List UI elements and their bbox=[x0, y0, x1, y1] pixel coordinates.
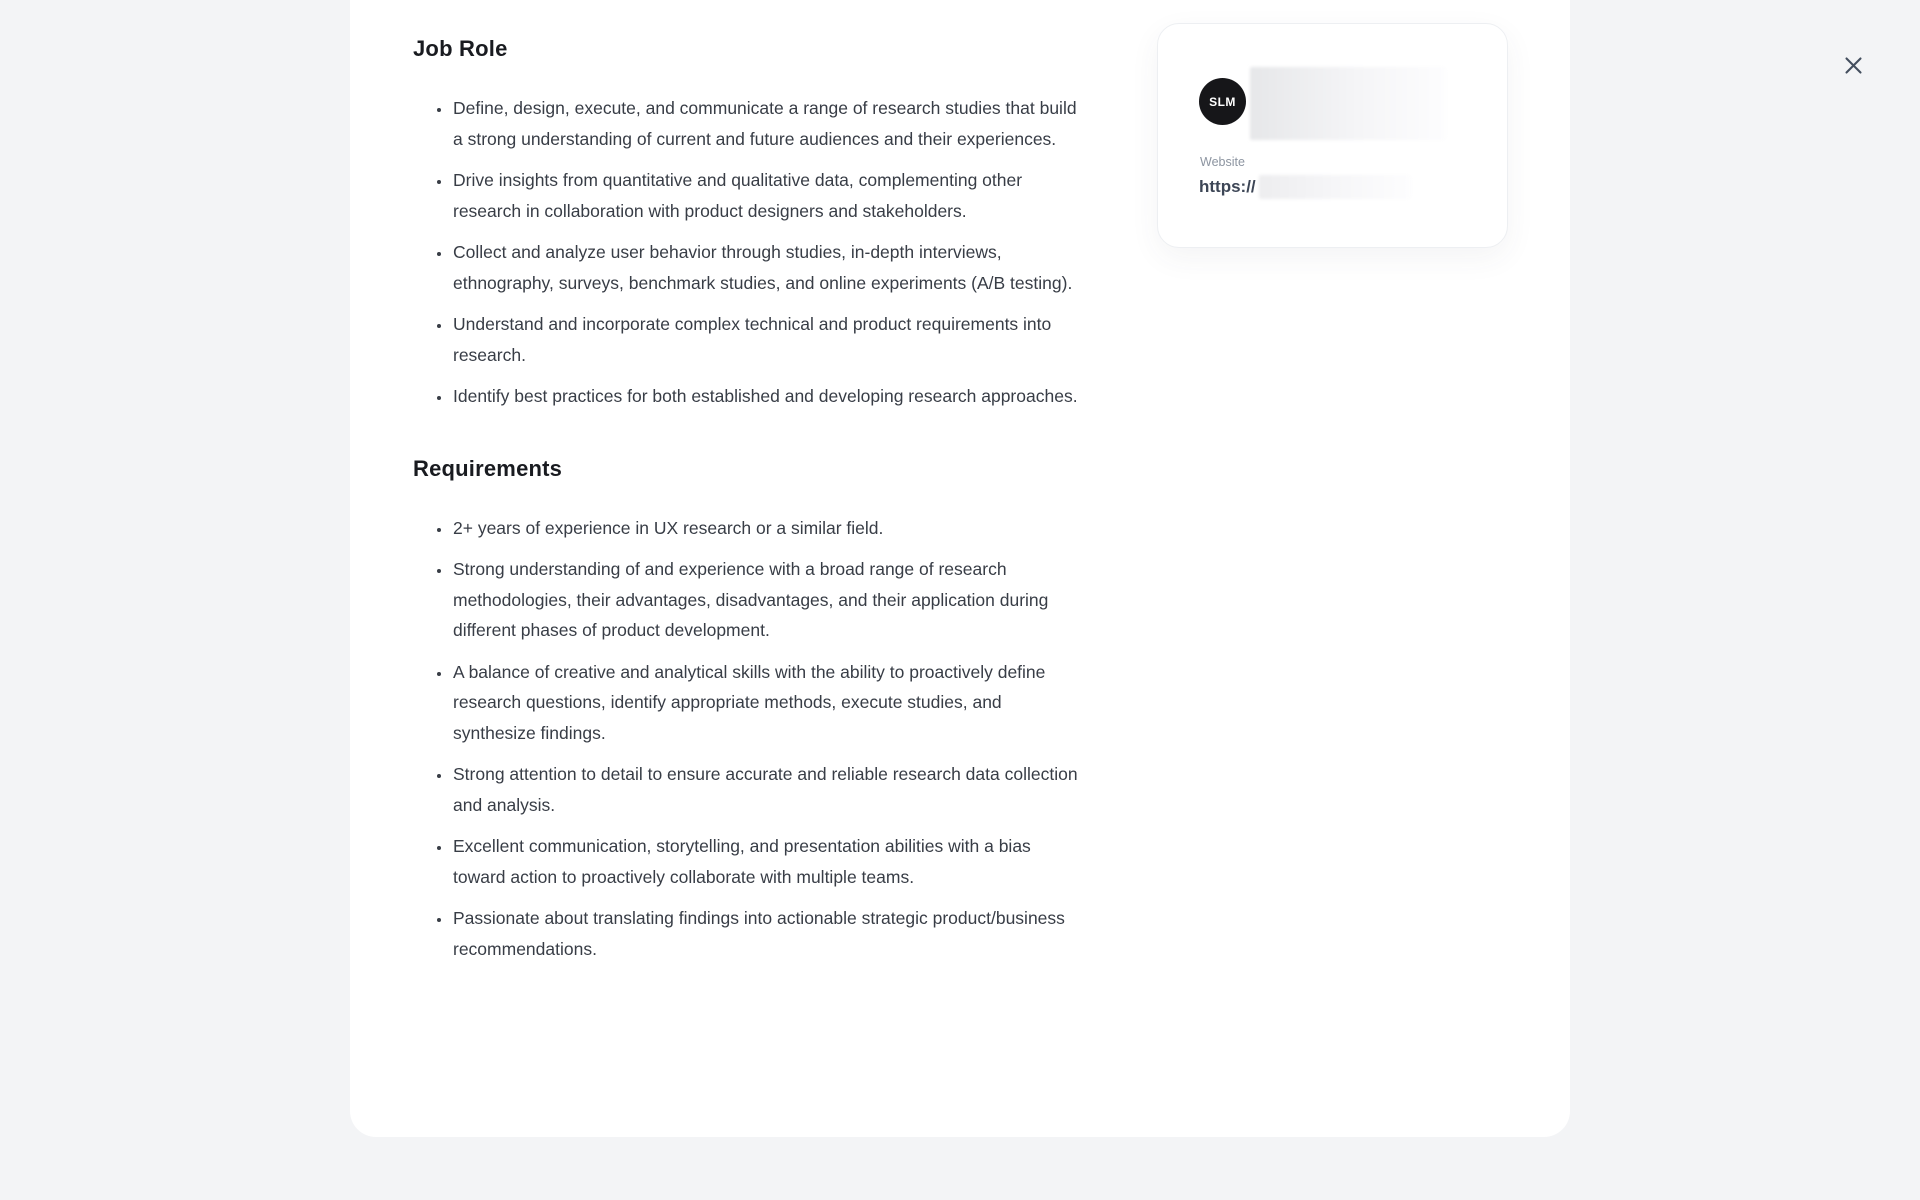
bullet-item: • Strong attention to detail to ensure accurate and reliable research data collection and analysis. bbox=[452, 759, 1081, 820]
bullet-item: • A balance of creative and analytical skills with the ability to proactively define research questions, identify appropriate methods, execute studies, and synthesize findings. bbox=[452, 657, 1081, 749]
bullet-item: • Excellent communication, storytelling, and presentation abilities with a bias toward action to proactively collaborate with multiple teams. bbox=[452, 831, 1081, 892]
company-name-redacted bbox=[1250, 67, 1446, 140]
bullet-item: • Understand and incorporate complex technical and product requirements into research. bbox=[452, 309, 1081, 370]
job-role-bullet-list bbox=[413, 93, 1081, 412]
bullet-item: • 2+ years of experience in UX research or a similar field. bbox=[452, 513, 1081, 544]
website-url-redacted bbox=[1259, 175, 1411, 199]
bullet-item: • Drive insights from quantitative and qualitative data, complementing other research in collaboration with product designers and stakeholders. bbox=[452, 165, 1081, 226]
close-button[interactable] bbox=[1836, 48, 1870, 82]
company-card bbox=[1157, 23, 1508, 248]
bullet-item: • Strong understanding of and experience with a broad range of research methodologies, their advantages, disadvantages, and their application during different phases of product development. bbox=[452, 554, 1081, 646]
website-row bbox=[1199, 175, 1411, 199]
bullet-item: • Identify best practices for both established and developing research approaches. bbox=[452, 381, 1081, 412]
website-label: Website bbox=[1200, 155, 1245, 169]
website-link[interactable]: https:// bbox=[1199, 177, 1256, 196]
section-heading-requirements: Requirements bbox=[413, 455, 563, 481]
company-logo: SLM bbox=[1199, 78, 1246, 125]
job-description-content bbox=[413, 36, 1081, 975]
close-icon bbox=[1844, 56, 1863, 75]
requirements-bullet-list bbox=[413, 513, 1081, 965]
section-heading-job-role: Job Role bbox=[413, 36, 508, 61]
bullet-item: • Define, design, execute, and communicate a range of research studies that build a strong understanding of current and future audiences and their experiences. bbox=[452, 93, 1081, 154]
bullet-item: • Passionate about translating findings into actionable strategic product/business recommendations. bbox=[452, 903, 1081, 964]
bullet-item: • Collect and analyze user behavior through studies, in-depth interviews, ethnography, surveys, benchmark studies, and online experiments (A/B testing). bbox=[452, 237, 1081, 298]
